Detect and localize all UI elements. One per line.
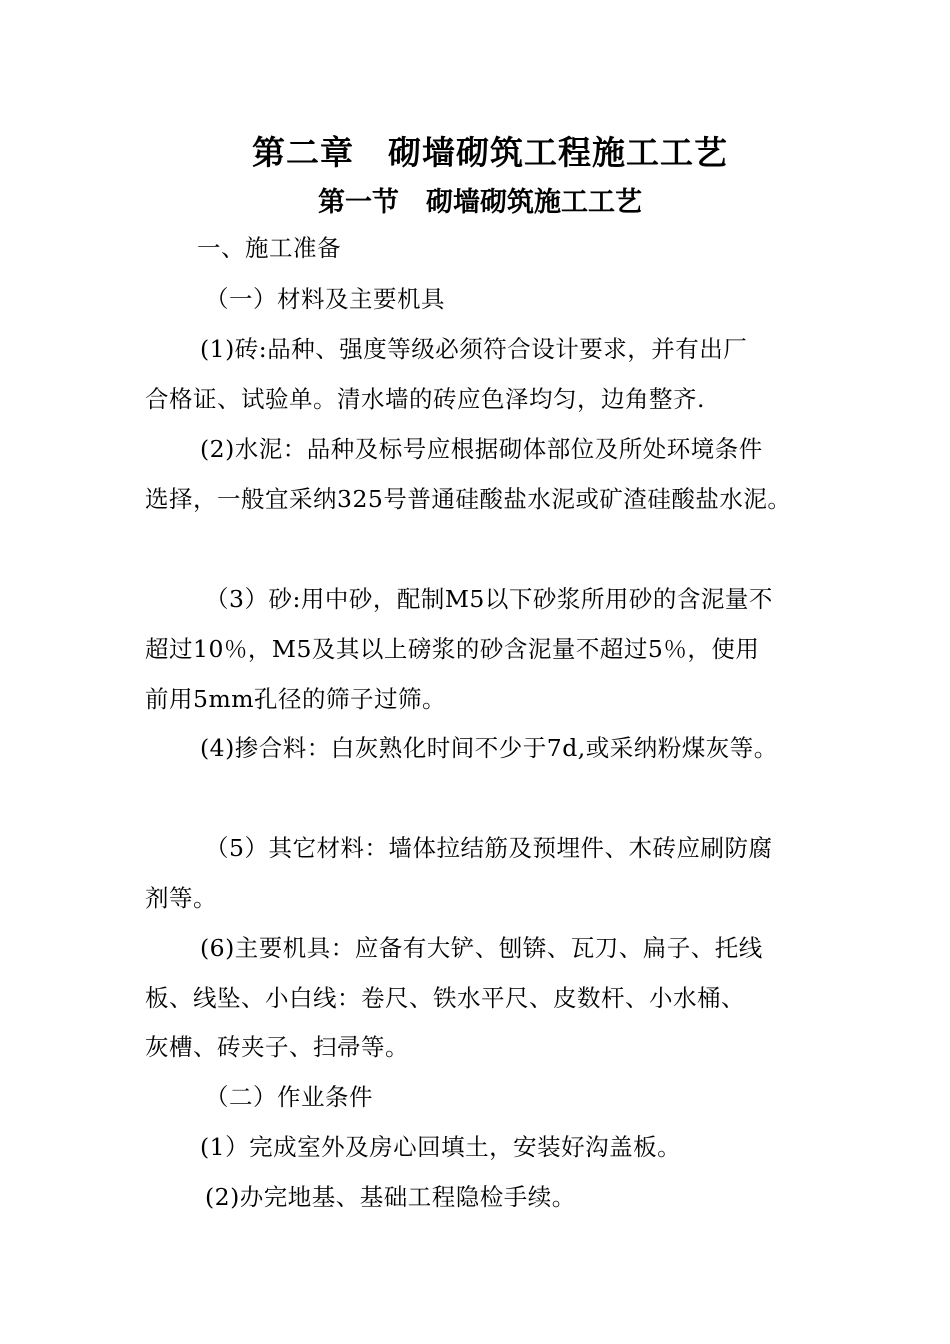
paragraph-admixture-line-1: (4)掺合料：白灰熟化时间不少于7d,或采纳粉煤灰等。: [200, 734, 778, 762]
paragraph-cement-line-2: 选择，一般宜采纳325号普通硅酸盐水泥或矿渣硅酸盐水泥。: [145, 485, 792, 513]
paragraph-other-materials-line-1: （5）其它材料：墙体拉结筋及预埋件、木砖应刷防腐: [205, 834, 773, 862]
heading-preparation: 一、施工准备: [197, 234, 341, 262]
chapter-title: 第二章 砌墙砌筑工程施工工艺: [252, 133, 728, 172]
paragraph-condition-2: (2)办完地基、基础工程隐检手续。: [205, 1183, 576, 1211]
subheading-work-conditions: （二）作业条件: [205, 1083, 373, 1111]
paragraph-sand-line-1: （3）砂:用中砂，配制M5以下砂浆所用砂的含泥量不: [205, 585, 773, 613]
paragraph-brick-line-2: 合格证、试验单。清水墙的砖应色泽均匀，边角整齐.: [145, 385, 705, 413]
subheading-materials: （一）材料及主要机具: [205, 285, 445, 313]
paragraph-sand-line-3: 前用5mm孔径的筛子过筛。: [145, 685, 447, 713]
paragraph-tools-line-1: (6)主要机具：应备有大铲、刨锛、瓦刀、扁子、托线: [200, 934, 763, 962]
paragraph-condition-1: (1）完成室外及房心回填土，安装好沟盖板。: [200, 1133, 682, 1161]
paragraph-other-materials-line-2: 剂等。: [145, 884, 217, 912]
paragraph-sand-line-2: 超过10％，M5及其以上磅浆的砂含泥量不超过5％，使用: [145, 635, 760, 663]
paragraph-tools-line-3: 灰槽、砖夹子、扫帚等。: [145, 1033, 409, 1061]
paragraph-brick-line-1: (1)砖:品种、强度等级必须符合设计要求，并有出厂: [200, 335, 748, 363]
paragraph-tools-line-2: 板、线坠、小白线：卷尺、铁水平尺、皮数杆、小水桶、: [145, 984, 745, 1012]
section-title: 第一节 砌墙砌筑施工工艺: [318, 187, 642, 218]
paragraph-cement-line-1: (2)水泥：品种及标号应根据砌体部位及所处环境条件: [200, 435, 763, 463]
